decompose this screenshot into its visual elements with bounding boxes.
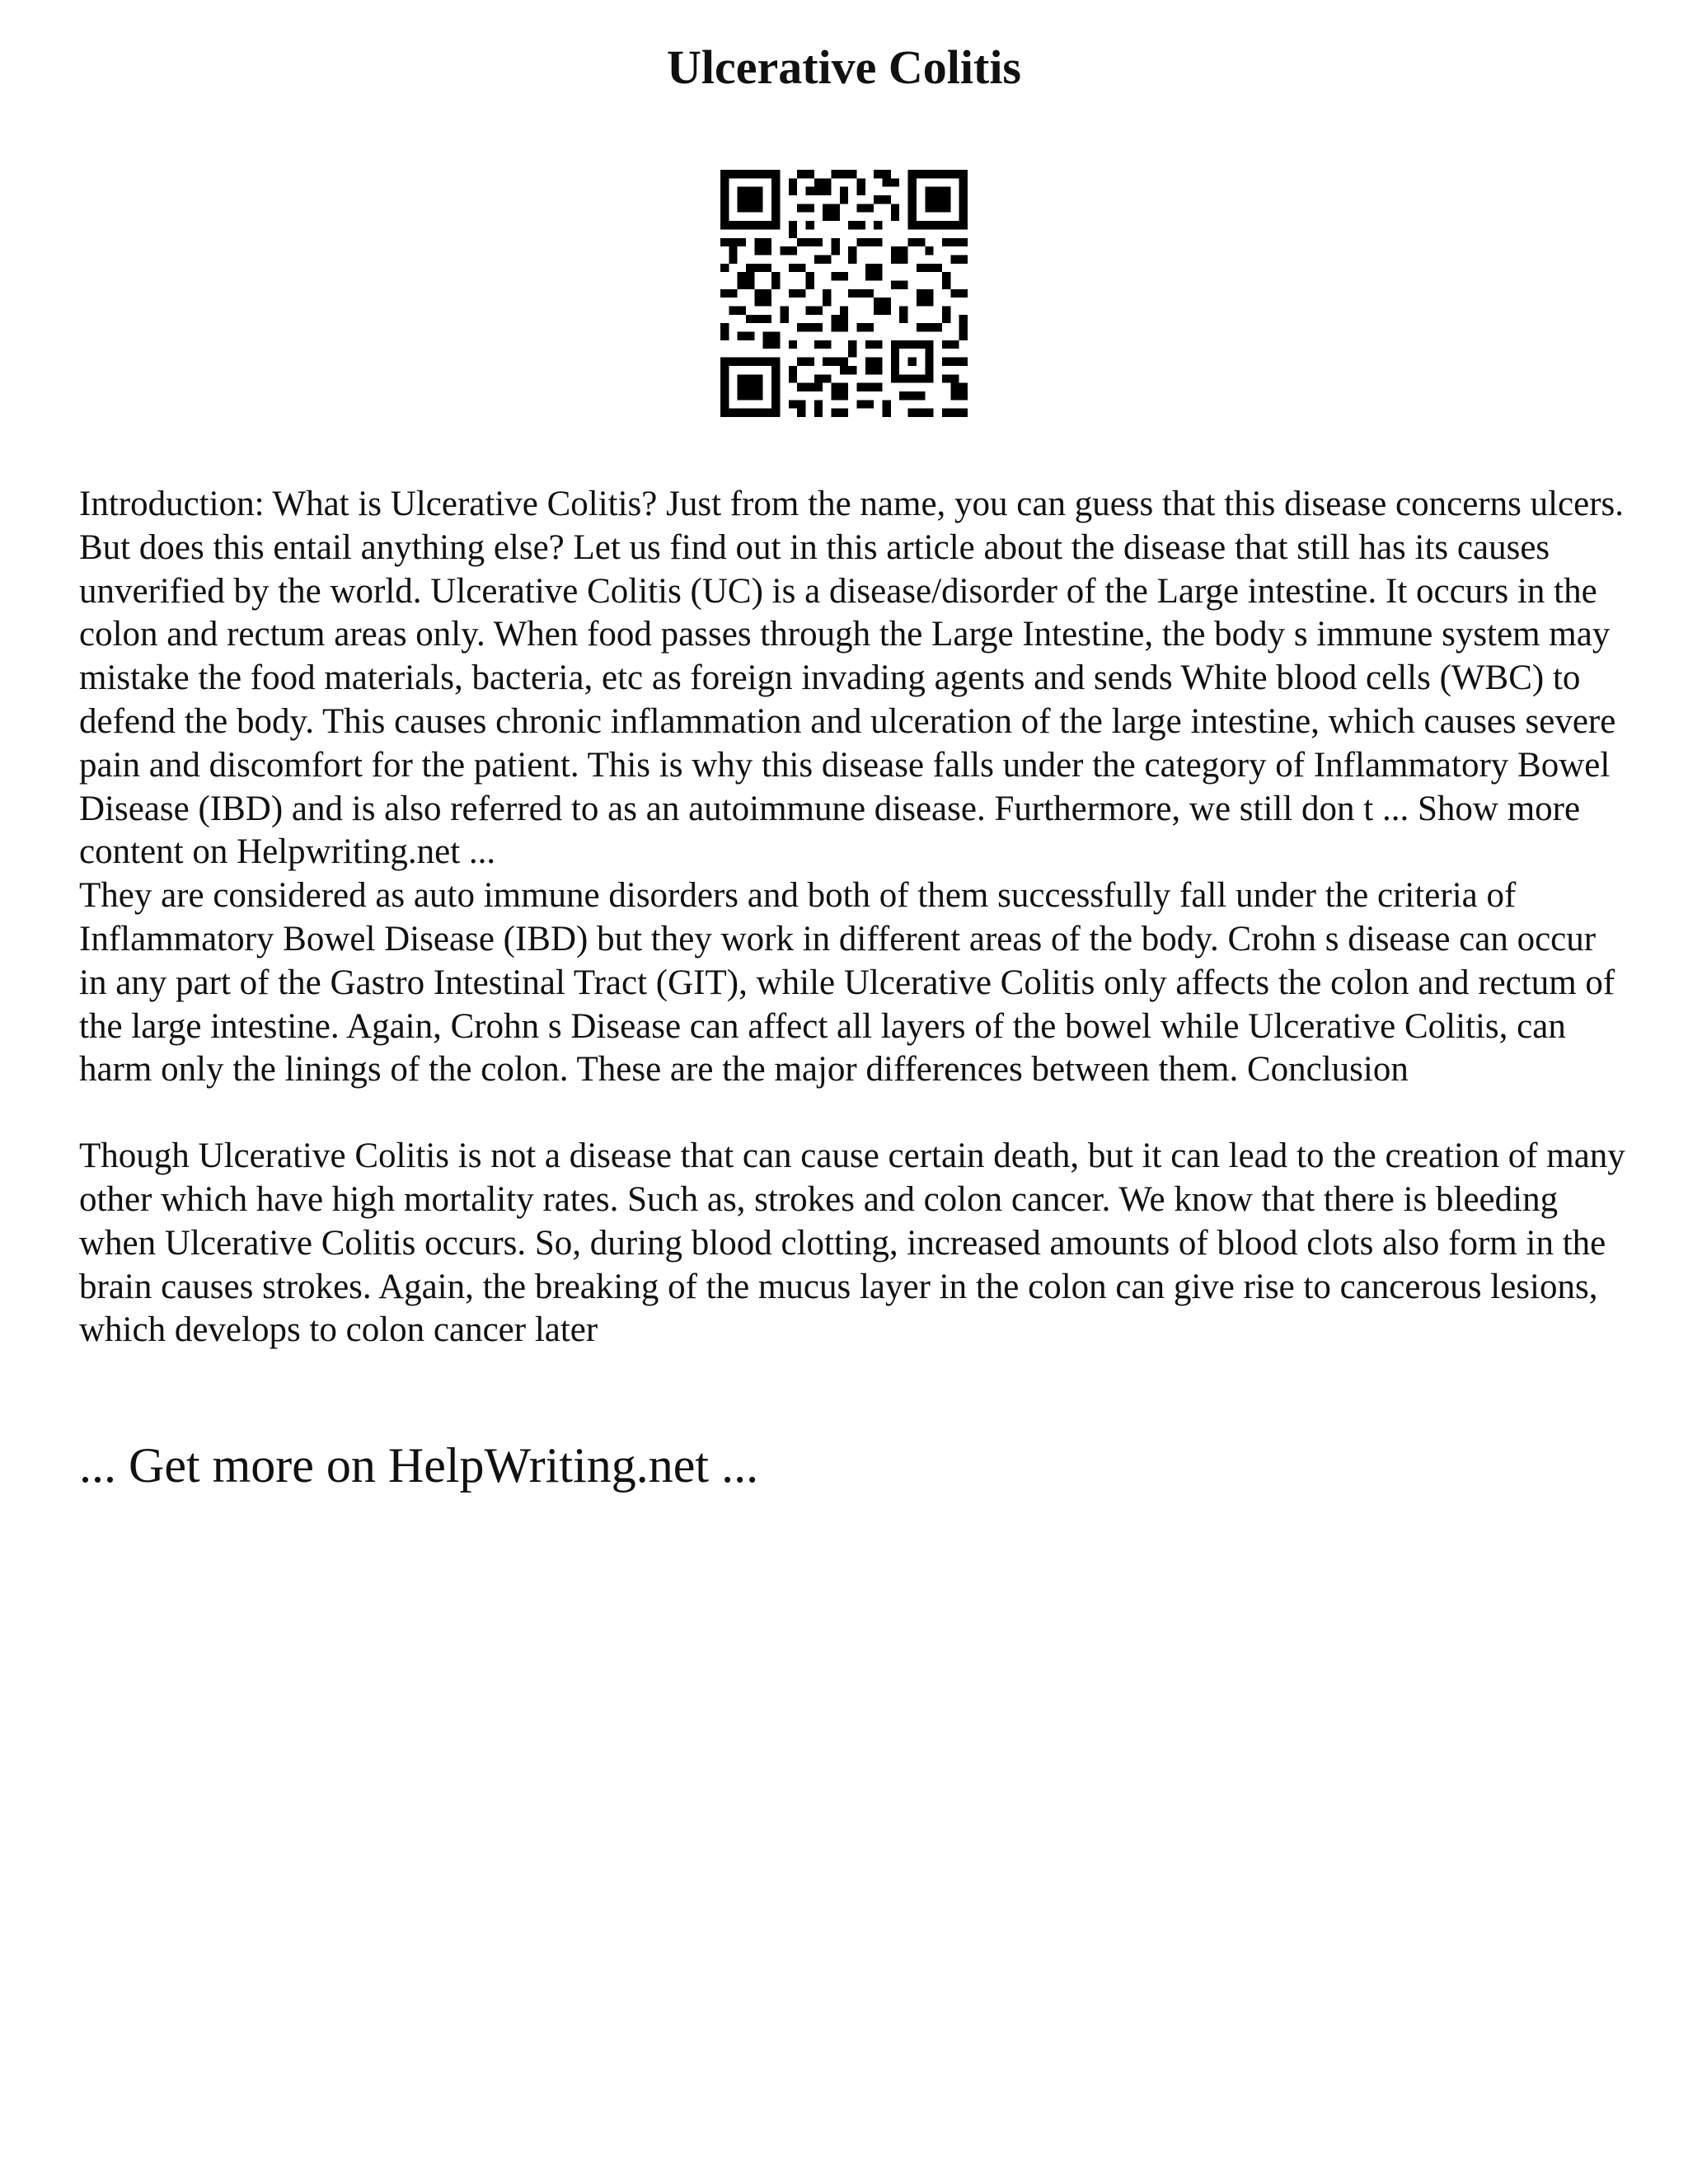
get-more-link[interactable]: ... Get more on HelpWriting.net ... xyxy=(79,1438,759,1493)
paragraph-comparison: They are considered as auto immune disorders and both of them successfully fall under the criteria of Inflammatory Bowel Disease (IBD) but they work in different areas of the body. Crohn s disease can occur in any part of the Gastro Intestinal Tract (GIT), while Ulcerative Colitis only affects the colon and rectum of the large intestine. Again, Crohn s Disease can affect all layers of the bowel while Ulcerative Colitis, can harm only the linings of the colon. These are the major differences between them. Conclusion xyxy=(79,876,1615,1090)
paragraph-introduction: Introduction: What is Ulcerative Colitis? Just from the name, you can guess that this disease concerns ulcers. But does this entail anything else? Let us find out in this article about the disease that still has its causes unverified by the world. Ulcerative Colitis (UC) is a disease/disorder of the Large intestine. It occurs in the colon and rectum areas only. When food passes through the Large Intestine, the body s immune system may mistake the food materials, bacteria, etc as foreign invading agents and sends White blood cells (WBC) to defend the body. This causes chronic inflammation and ulceration of the large intestine, which causes severe pain and discomfort for the patient. This is why this disease falls under the category of Inflammatory Bowel Disease (IBD) and is also referred to as an autoimmune disease. Furthermore, we still don t ... Show more content on Helpwriting.net ... xyxy=(79,485,1625,872)
article-body xyxy=(79,483,1629,1352)
document-title: Ulcerative Colitis xyxy=(666,40,1021,94)
paragraph-conclusion: Though Ulcerative Colitis is not a disease that can cause certain death, but it can lead to the creation of many other which have high mortality rates. Such as, strokes and colon cancer. We know that there is bleeding when Ulcerative Colitis occurs. So, during blood clotting, increased amounts of blood clots also form in the brain causes strokes. Again, the breaking of the mucus layer in the colon can give rise to cancerous lesions, which develops to colon cancer later xyxy=(79,1137,1625,1350)
qr-code-icon xyxy=(720,170,968,417)
